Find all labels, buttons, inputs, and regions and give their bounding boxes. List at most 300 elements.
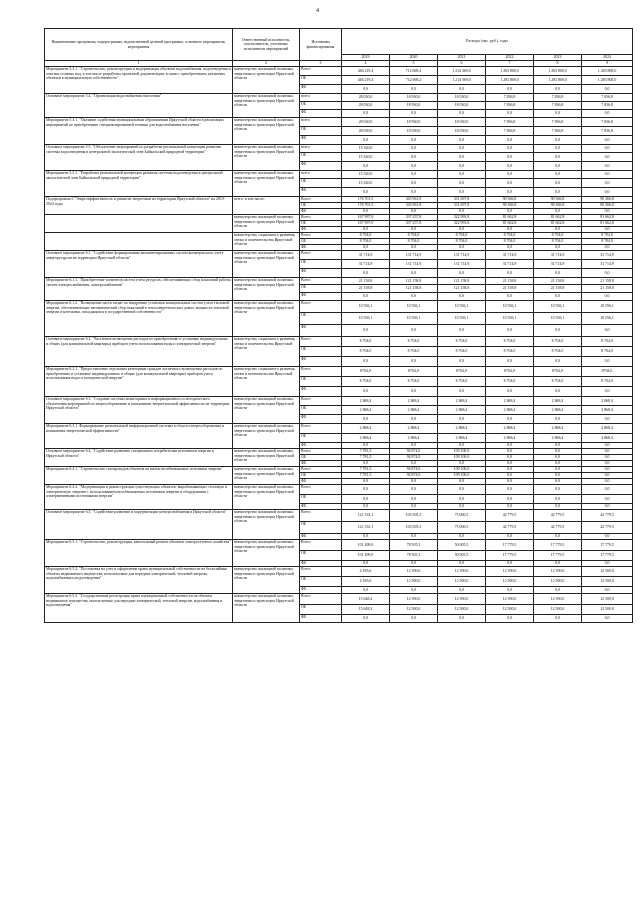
executor-cell: министерство жилищной политики, энергетики и транспорта Иркутской области (233, 278, 300, 301)
amount-cell: 0,0 (486, 293, 534, 301)
amount-cell: 90 366,8 (582, 203, 633, 209)
amount-cell: 0,0 (390, 479, 438, 485)
amount-cell: 7 836,8 (486, 118, 534, 127)
amount-cell: 8 704,0 (390, 377, 438, 387)
funding-source-cell: Всего (300, 67, 342, 76)
amount-cell: 446 219,4 (342, 67, 390, 76)
amount-cell: 0,0 (486, 179, 534, 188)
amount-cell: 0,0 (534, 479, 582, 485)
funding-source-cell: ОБ (300, 406, 342, 415)
amount-cell: 337 257,8 (390, 215, 438, 221)
amount-cell: 0,0 (438, 504, 486, 510)
amount-cell: 0,0 (582, 188, 633, 197)
funding-source-cell: ОБ (300, 313, 342, 325)
amount-cell: 0,0 (534, 467, 582, 473)
amount-cell: 0,0 (582, 269, 633, 278)
amount-cell: 0,0 (342, 587, 390, 594)
table-row (45, 278, 633, 285)
amount-cell: 0,0 (390, 615, 438, 623)
executor-cell: министерство социального развития, опеки и попечительства Иркутской области (233, 233, 300, 251)
funding-source-cell: ФБ (300, 293, 342, 301)
amount-cell: 0,0 (438, 110, 486, 118)
amount-cell: 78 505,3 (390, 551, 438, 561)
amount-cell: 0,0 (438, 179, 486, 188)
table-row (45, 485, 633, 495)
amount-cell: 0,0 (534, 473, 582, 479)
amount-cell: 0,0 (342, 325, 390, 337)
amount-cell: 0,0 (438, 162, 486, 171)
amount-cell: 131 714,9 (438, 260, 486, 269)
funding-source-cell: ФБ (300, 461, 342, 467)
amount-cell: 8 704,0 (438, 233, 486, 239)
amount-cell: 10 556,1 (486, 313, 534, 325)
amount-cell: 42 779,5 (582, 510, 633, 522)
amount-cell: 0,0 (438, 188, 486, 197)
amount-cell: 0,0 (438, 587, 486, 594)
amount-cell: 8704,0 (534, 367, 582, 377)
amount-cell: 0,0 (534, 188, 582, 197)
amount-cell: 0,0 (486, 171, 534, 179)
funding-source-cell: ФБ (300, 110, 342, 118)
amount-cell: 0,0 (534, 85, 582, 94)
executor-cell: министерство жилищной политики, энергетики и транспорта Иркутской области (233, 145, 300, 171)
amount-cell: 2 868,4 (534, 424, 582, 434)
amount-cell: 18 030,0 (438, 118, 486, 127)
amount-cell: 8 704,0 (342, 347, 390, 357)
amount-cell: 10 556,1 (390, 313, 438, 325)
amount-cell: 131 714,9 (438, 251, 486, 260)
amount-cell: 0,0 (486, 504, 534, 510)
amount-cell: 8 704,0 (582, 233, 633, 239)
amount-cell: 2 868,4 (486, 406, 534, 415)
amount-cell: 81 662,8 (486, 221, 534, 227)
amount-cell: 0,0 (438, 136, 486, 145)
amount-cell: 0,0 (582, 415, 633, 424)
amount-cell: 0,0 (534, 171, 582, 179)
amount-cell: 2 868,4 (438, 406, 486, 415)
column-number: 7 (486, 61, 534, 67)
funding-source-cell: ФБ (300, 325, 342, 337)
amount-cell: 345 961,8 (390, 203, 438, 209)
amount-cell: 0,0 (390, 145, 438, 153)
program-name-cell: Мероприятие 6.5.3. "Государственная регистрация права муниципальной собственности на объекты недвижимого имущества, используемые для передачи электрической, тепловой энергии, водоснабжения и водоотведения" (45, 594, 233, 623)
funding-source-cell: Всего (300, 233, 342, 239)
amount-cell: 337 257,8 (390, 221, 438, 227)
amount-cell: 42 779,5 (534, 522, 582, 534)
amount-cell: 0,0 (582, 534, 633, 540)
amount-cell: 15 320,0 (342, 153, 390, 162)
amount-cell: 21 158,8 (534, 285, 582, 293)
amount-cell: 12 500,0 (486, 577, 534, 587)
amount-cell: 121 333,1 (342, 522, 390, 534)
amount-cell: 0,0 (582, 227, 633, 233)
amount-cell: 0,0 (534, 495, 582, 504)
amount-cell: 0,0 (582, 145, 633, 153)
amount-cell: 1 214 369,0 (438, 76, 486, 85)
amount-cell: 0,0 (438, 387, 486, 397)
amount-cell: 0,0 (486, 485, 534, 495)
amount-cell: 28 030,0 (342, 127, 390, 136)
executor-cell: министерство жилищной политики, энергетики и транспорта Иркутской области (233, 251, 300, 278)
amount-cell: 10 556,1 (342, 301, 390, 313)
header-expenses: Расходы (тыс. руб.), годы (342, 29, 633, 55)
executor-cell: министерство социального развития, опеки и попечительства Иркутской области (233, 367, 300, 397)
amount-cell: 0,0 (438, 293, 486, 301)
funding-source-cell: ФБ (300, 269, 342, 278)
amount-cell: 167 997,0 (342, 221, 390, 227)
funding-source-cell: ОБ (300, 434, 342, 443)
amount-cell: 0,0 (534, 415, 582, 424)
amount-cell: 1 283 800,0 (582, 67, 633, 76)
header-year: 2024 (582, 55, 633, 61)
amount-cell: 42 779,5 (486, 522, 534, 534)
amount-cell: 0,0 (534, 162, 582, 171)
executor-cell: министерство жилищной политики, энергетики и транспорта Иркутской области (233, 215, 300, 233)
program-name-cell (45, 215, 233, 233)
amount-cell: 8704,0 (582, 367, 633, 377)
amount-cell: 8 704,0 (390, 233, 438, 239)
program-name-cell: Мероприятие 5.5.1. "Разработка региональной концепции развития системы водоотведения в центральной экологической зоне Байкальской природной территории" (45, 171, 233, 197)
amount-cell: 18 030,0 (438, 94, 486, 102)
amount-cell: 31 714,9 (582, 251, 633, 260)
amount-cell: 7 836,8 (582, 94, 633, 102)
amount-cell: 0,0 (342, 485, 390, 495)
program-name-cell: Мероприятие 6.4.1. "Строительство газопроводов объектов на малые возобновляемые источники энергии" (45, 467, 233, 485)
amount-cell: 1 283 800,0 (582, 76, 633, 85)
funding-source-cell: Всего (300, 567, 342, 577)
amount-cell: 7 781,5 (342, 473, 390, 479)
amount-cell: 0,0 (534, 110, 582, 118)
amount-cell: 28 030,0 (342, 102, 390, 110)
amount-cell: 2 868,4 (582, 424, 633, 434)
header-year: 2019 (342, 55, 390, 61)
amount-cell: 21 158,8 (342, 285, 390, 293)
amount-cell: 4 185,6 (342, 567, 390, 577)
amount-cell: 0,0 (390, 162, 438, 171)
amount-cell: 2 868,4 (534, 406, 582, 415)
amount-cell: 0,0 (438, 615, 486, 623)
amount-cell: 0,0 (486, 153, 534, 162)
amount-cell: 0,0 (390, 561, 438, 567)
amount-cell: 90 366,8 (534, 197, 582, 203)
amount-cell: 2 868,4 (582, 434, 633, 443)
amount-cell: 0,0 (486, 162, 534, 171)
amount-cell: 7 836,8 (486, 102, 534, 110)
budget-table-wrapper (44, 28, 632, 623)
amount-cell: 2 868,4 (534, 434, 582, 443)
amount-cell: 12 500,0 (534, 594, 582, 605)
amount-cell: 2 868,4 (342, 406, 390, 415)
amount-cell: 103 505,3 (390, 522, 438, 534)
funding-source-cell: всего (300, 118, 342, 127)
amount-cell: 0,0 (486, 615, 534, 623)
funding-source-cell: Всего (300, 278, 342, 285)
funding-source-cell: Всего (300, 424, 342, 434)
funding-source-cell: ОБ (300, 551, 342, 561)
amount-cell: 0,0 (486, 145, 534, 153)
amount-cell: 18 930,0 (390, 127, 438, 136)
amount-cell: 21 158,8 (342, 278, 390, 285)
amount-cell: 0,0 (534, 387, 582, 397)
amount-cell: 8704,0 (486, 367, 534, 377)
amount-cell: 0,0 (390, 461, 438, 467)
amount-cell: 0,0 (342, 245, 390, 251)
amount-cell: 2 868,4 (582, 397, 633, 406)
funding-source-cell: ФБ (300, 162, 342, 171)
executor-cell: министерство жилищной политики, энергетики и транспорта Иркутской области (233, 567, 300, 594)
amount-cell: 12 500,0 (390, 605, 438, 615)
amount-cell: 0,0 (534, 615, 582, 623)
funding-source-cell: Всего (300, 337, 342, 347)
amount-cell: 2 868,4 (582, 406, 633, 415)
amount-cell: 10 556,1 (582, 313, 633, 325)
funding-source-cell: Всего (300, 251, 342, 260)
amount-cell: 0,0 (486, 495, 534, 504)
amount-cell: 0,0 (534, 443, 582, 449)
amount-cell: 331 697,8 (438, 197, 486, 203)
amount-cell: 8 704,0 (342, 377, 390, 387)
table-row (45, 540, 633, 551)
amount-cell: 1 283 800,0 (534, 76, 582, 85)
amount-cell: 12 500,0 (438, 594, 486, 605)
amount-cell: 10 556,1 (534, 301, 582, 313)
amount-cell: 2 868,4 (438, 397, 486, 406)
funding-source-cell: ФБ (300, 479, 342, 485)
program-name-cell: Мероприятие 5.3.1. "Строительство, реконструкция и модернизация объектов водоснабжения, водоотведения и очистки сточных вод, в том числе разработка проектной документации, в связи с приобретением указанных объектов в муниципальную собственность" (45, 67, 233, 94)
amount-cell: 0,0 (534, 561, 582, 567)
amount-cell: 90 366,8 (582, 197, 633, 203)
amount-cell: 0,0 (534, 325, 582, 337)
amount-cell: 0,0 (342, 479, 390, 485)
amount-cell: 8 704,0 (390, 347, 438, 357)
amount-cell: 10 556,1 (486, 301, 534, 313)
amount-cell: 0,0 (582, 479, 633, 485)
program-name-cell: Основное мероприятие 6.4. "Содействие развитию специальных потребителям источников энергии в Иркутской области" (45, 449, 233, 467)
amount-cell: 0,0 (534, 357, 582, 367)
amount-cell: 0,0 (486, 357, 534, 367)
amount-cell: 109 100,0 (438, 455, 486, 461)
amount-cell: 18 930,0 (390, 94, 438, 102)
amount-cell: 8 704,0 (486, 377, 534, 387)
program-name-cell: Мероприятие 6.4.2. "Модернизация и реконструкция существующих объектов, вырабатывающих тепловую и электрическую энергию с использованием возобновляемых источников энергии и оборудования с альтернативными источниками энергии" (45, 485, 233, 510)
amount-cell: 0,0 (534, 587, 582, 594)
amount-cell: 12 500,0 (438, 605, 486, 615)
amount-cell: 0,0 (582, 136, 633, 145)
amount-cell: 0,0 (438, 325, 486, 337)
amount-cell: 50 005,5 (438, 551, 486, 561)
funding-source-cell: ОБ (300, 285, 342, 293)
table-row (45, 397, 633, 406)
amount-cell: 0,0 (486, 85, 534, 94)
amount-cell: 0,0 (486, 473, 534, 479)
amount-cell: 0,0 (390, 357, 438, 367)
amount-cell: 12 500,0 (534, 577, 582, 587)
funding-source-cell: всего (300, 171, 342, 179)
amount-cell: 12 500,0 (582, 605, 633, 615)
amount-cell: 2 868,4 (390, 406, 438, 415)
program-name-cell: Основное мероприятие 6.3. "Создание системы мониторинга и информационного и методического обеспечения мероприятий по энергосбережению и повышению энергетической эффективности на территории Иркутской области" (45, 397, 233, 424)
amount-cell: 0,0 (582, 293, 633, 301)
amount-cell: 2 868,4 (486, 434, 534, 443)
program-name-cell: Основное мероприятие 6.5. "Содействие развитию и модернизации электроснабжения в Иркутской области" (45, 510, 233, 540)
funding-source-cell: ОБ (300, 203, 342, 209)
amount-cell: 12 500,0 (582, 577, 633, 587)
amount-cell: 0,0 (486, 461, 534, 467)
amount-cell: 0,0 (390, 269, 438, 278)
amount-cell: 0,0 (390, 245, 438, 251)
table-body (45, 67, 633, 623)
funding-source-cell: Всего (300, 467, 342, 473)
amount-cell: 4 185,6 (342, 577, 390, 587)
amount-cell: 0,0 (534, 534, 582, 540)
executor-cell: министерство жилищной политики, энергетики и транспорта Иркутской области (233, 171, 300, 197)
page-number: 4 (316, 8, 319, 14)
amount-cell: 12 500,0 (390, 577, 438, 587)
amount-cell: 0,0 (438, 415, 486, 424)
funding-source-cell: ФБ (300, 387, 342, 397)
amount-cell: 121 158,8 (390, 278, 438, 285)
funding-source-cell: ФБ (300, 357, 342, 367)
amount-cell: 0,0 (582, 587, 633, 594)
amount-cell: 8 704,0 (486, 337, 534, 347)
table-row (45, 118, 633, 127)
amount-cell: 8 704,0 (534, 337, 582, 347)
funding-source-cell: Всего (300, 510, 342, 522)
program-name-cell: Мероприятие 6.3.1. Формирование региональной информационной системы в области энергосбережения и повышения энергетической эффективности" (45, 424, 233, 449)
column-number: 3 (300, 61, 342, 67)
funding-source-cell: ОБ (300, 347, 342, 357)
amount-cell: 0,0 (582, 357, 633, 367)
amount-cell: 12 500,0 (438, 567, 486, 577)
header-year: 2022 (486, 55, 534, 61)
amount-cell: 0,0 (582, 443, 633, 449)
amount-cell: 0,0 (534, 449, 582, 455)
program-name-cell: Основное мероприятие 5.5. "Обеспечение мероприятий по разработке региональной концепции развития системы водоотведения в центральной экологической зоне Байкальской природной территории" (45, 145, 233, 171)
amount-cell: 0,0 (534, 269, 582, 278)
amount-cell: 0,0 (582, 495, 633, 504)
amount-cell: 0,0 (342, 293, 390, 301)
amount-cell: 0,0 (486, 534, 534, 540)
amount-cell: 712 669,2 (390, 67, 438, 76)
executor-cell: министерство жилищной политики, энергетики и транспорта Иркутской области (233, 594, 300, 623)
program-name-cell: Мероприятие 6.1.1. "Приобретение элементов систем учета ресурсов, обеспечивающих сбор показаний работы систем электроснабжения, электроснабжения" (45, 278, 233, 301)
amount-cell: 0,0 (486, 245, 534, 251)
amount-cell: 21 158,8 (582, 285, 633, 293)
amount-cell: 7 781,5 (342, 467, 390, 473)
amount-cell: 94 874,0 (390, 449, 438, 455)
amount-cell: 8 704,0 (438, 347, 486, 357)
funding-source-cell: ФБ (300, 443, 342, 449)
amount-cell: 0,0 (582, 504, 633, 510)
amount-cell: 15 648,2 (342, 605, 390, 615)
amount-cell: 712 669,2 (390, 76, 438, 85)
amount-cell: 0,0 (342, 136, 390, 145)
amount-cell: 81 662,8 (534, 215, 582, 221)
amount-cell: 0,0 (342, 443, 390, 449)
amount-cell: 109 100,0 (438, 467, 486, 473)
amount-cell: 0,0 (486, 110, 534, 118)
amount-cell: 0,0 (342, 615, 390, 623)
amount-cell: 8 704,0 (582, 239, 633, 245)
amount-cell: 2 868,4 (342, 434, 390, 443)
amount-cell: 0,0 (438, 461, 486, 467)
amount-cell: 0,0 (582, 561, 633, 567)
amount-cell: 12 500,0 (390, 567, 438, 577)
amount-cell: 2 868,4 (390, 424, 438, 434)
executor-cell: министерство жилищной политики, энергетики и транспорта Иркутской области (233, 94, 300, 118)
amount-cell: 31 714,9 (342, 251, 390, 260)
amount-cell: 12 500,0 (486, 567, 534, 577)
column-number: 1 (45, 61, 233, 67)
table-row (45, 67, 633, 76)
amount-cell: 0,0 (582, 209, 633, 215)
amount-cell: 0,0 (582, 449, 633, 455)
amount-cell: 2 868,4 (390, 397, 438, 406)
amount-cell: 17 779,5 (582, 540, 633, 551)
amount-cell: 0,0 (390, 325, 438, 337)
amount-cell: 101 499,0 (342, 551, 390, 561)
column-number: 2 (233, 61, 300, 67)
amount-cell: 0,0 (438, 145, 486, 153)
amount-cell: 0,0 (390, 110, 438, 118)
amount-cell: 18 030,0 (438, 102, 486, 110)
funding-source-cell: ФБ (300, 615, 342, 623)
column-number: 8 (534, 61, 582, 67)
amount-cell: 322 993,8 (438, 221, 486, 227)
amount-cell: 0,0 (486, 443, 534, 449)
executor-cell: министерство жилищной политики, энергетики и транспорта Иркутской области (233, 467, 300, 485)
funding-source-cell: ФБ (300, 504, 342, 510)
amount-cell: 90 366,8 (486, 203, 534, 209)
header-year: 2023 (534, 55, 582, 61)
amount-cell: 31 714,9 (534, 260, 582, 269)
funding-source-cell: ОБ (300, 221, 342, 227)
amount-cell: 0,0 (582, 461, 633, 467)
program-name-cell: Основное мероприятие 5.4. "Организация водоснабжения населения" (45, 94, 233, 118)
funding-source-cell: ОБ (300, 179, 342, 188)
amount-cell: 42 779,5 (486, 510, 534, 522)
funding-source-cell: Всего (300, 367, 342, 377)
amount-cell: 0,0 (582, 171, 633, 179)
amount-cell: 121 158,8 (390, 285, 438, 293)
amount-cell: 0,0 (342, 188, 390, 197)
amount-cell: 0,0 (534, 245, 582, 251)
amount-cell: 78 505,3 (390, 540, 438, 551)
amount-cell: 90 366,8 (534, 203, 582, 209)
amount-cell: 121 333,1 (342, 510, 390, 522)
amount-cell: 0,0 (486, 136, 534, 145)
amount-cell: 176 701,5 (342, 197, 390, 203)
funding-source-cell: ФБ (300, 245, 342, 251)
amount-cell: 0,0 (390, 534, 438, 540)
amount-cell: 8 704,0 (486, 347, 534, 357)
amount-cell: 2 868,4 (438, 424, 486, 434)
amount-cell: 50 005,5 (438, 540, 486, 551)
program-name-cell: Мероприятие 6.1.2. "Возмещение части затрат по внедрению установок коммунальных систем учета тепловой энергии, обеспечивающих автоматический сбор показаний в теплоэнергетических домах, мощность тепловой энергии в котельных, находящихся в государственной собственности" (45, 301, 233, 337)
amount-cell: 21 158,8 (486, 285, 534, 293)
table-row (45, 145, 633, 153)
amount-cell: 10 556,1 (438, 313, 486, 325)
funding-source-cell: ФБ (300, 209, 342, 215)
amount-cell: 1 283 800,0 (486, 76, 534, 85)
amount-cell: 0,0 (342, 561, 390, 567)
program-name-cell: Мероприятие 6.5.1. "Строительство, реконструкция, капитальный ремонт объектов электросетевого хозяйства" (45, 540, 233, 567)
amount-cell: 0,0 (390, 495, 438, 504)
amount-cell: 10 556,1 (438, 301, 486, 313)
funding-source-cell: ФБ (300, 415, 342, 424)
amount-cell: 15 320,0 (342, 171, 390, 179)
amount-cell: 7 836,8 (534, 127, 582, 136)
